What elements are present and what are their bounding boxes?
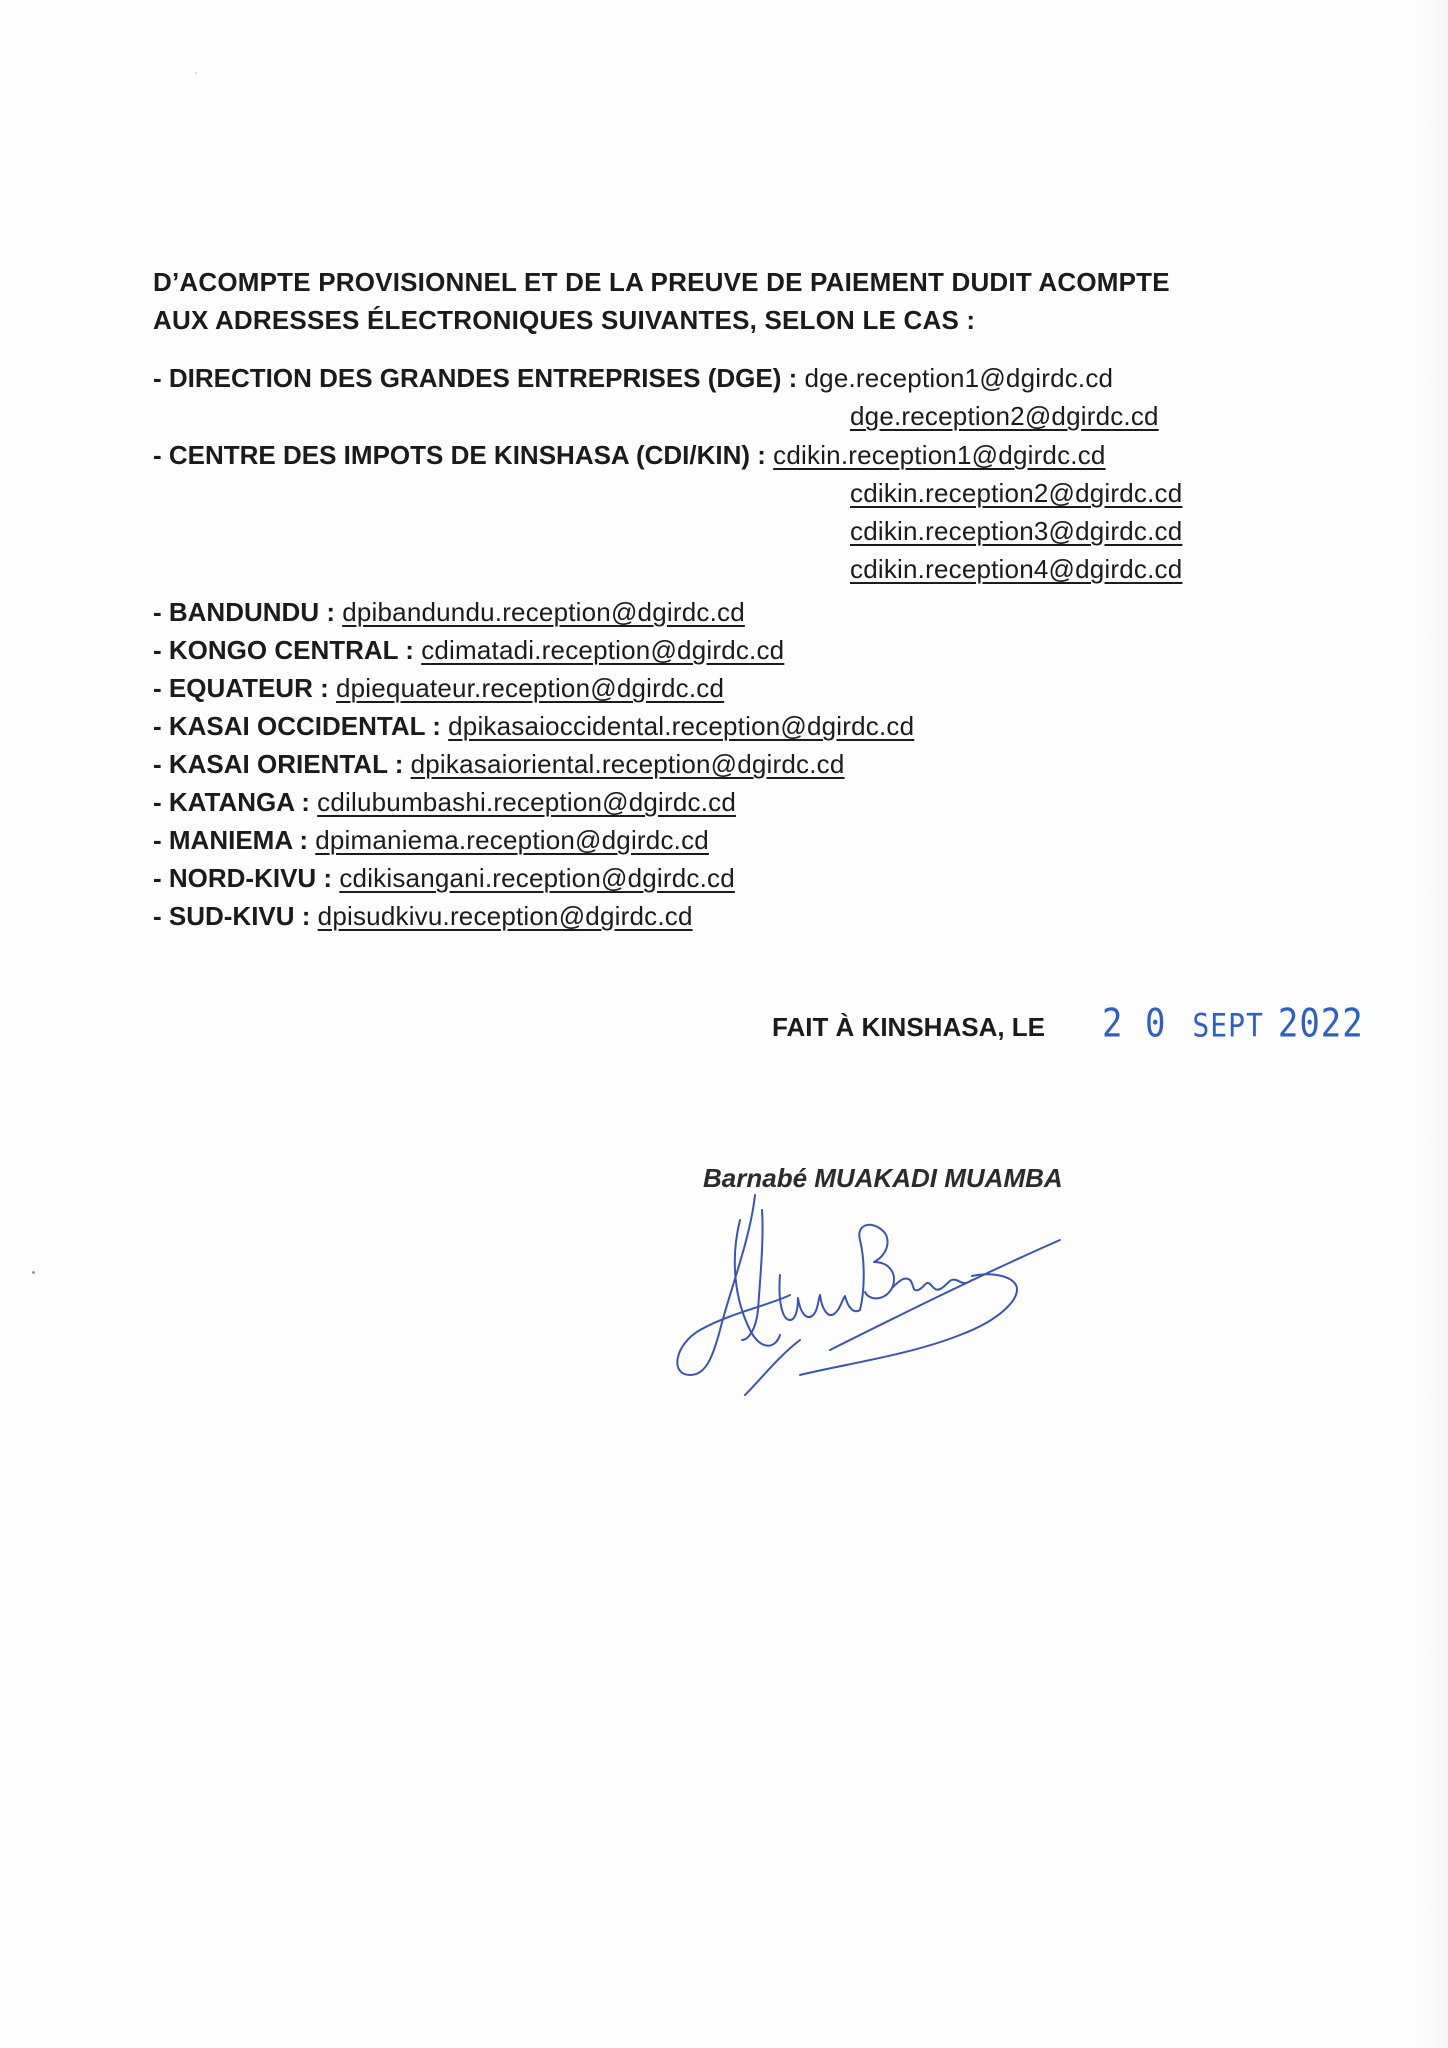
dge-row — [153, 359, 1113, 397]
scan-speck — [32, 1271, 35, 1274]
cdi-kin-email-1[interactable]: cdikin.reception1@dgirdc.cd — [773, 440, 1106, 470]
intro-line-1: D’ACOMPTE PROVISIONNEL ET DE LA PREUVE DE PAIEMENT DUDIT ACOMPTE — [153, 267, 1170, 297]
dge-label: - DIRECTION DES GRANDES ENTREPRISES (DGE) : — [153, 363, 805, 393]
province-label: - SUD-KIVU : — [153, 901, 318, 931]
province-row-kasai-occidental — [153, 707, 914, 745]
place-date-line: FAIT À KINSHASA, LE — [772, 1012, 1046, 1042]
province-label: - KASAI ORIENTAL : — [153, 749, 411, 779]
province-email[interactable]: dpibandundu.reception@dgirdc.cd — [342, 597, 745, 627]
province-row-katanga — [153, 783, 736, 821]
province-email[interactable]: dpiequateur.reception@dgirdc.cd — [335, 673, 725, 703]
province-label: - KONGO CENTRAL : — [153, 635, 422, 665]
province-email[interactable]: dpimaniema.reception@dgirdc.cd — [315, 825, 709, 855]
province-email[interactable]: cdikisangani.reception@dgirdc.cd — [339, 863, 735, 893]
province-email[interactable]: dpikasaioccidental.reception@dgirdc.cd — [448, 711, 915, 741]
province-email[interactable]: cdilubumbashi.reception@dgirdc.cd — [317, 787, 737, 817]
cdi-kin-row-2 — [850, 474, 1182, 512]
province-label: - NORD-KIVU : — [153, 863, 340, 893]
cdi-kin-email-3[interactable]: cdikin.reception3@dgirdc.cd — [850, 516, 1183, 546]
scan-speck — [195, 72, 197, 74]
province-label: - MANIEMA : — [153, 825, 316, 855]
province-row-kongo-central — [153, 631, 784, 669]
cdi-kin-row — [153, 436, 1106, 474]
cdi-kin-email-2[interactable]: cdikin.reception2@dgirdc.cd — [850, 478, 1183, 508]
signer-name: Barnabé MUAKADI MUAMBA — [703, 1163, 1063, 1193]
stamp-day: 2 0 — [1102, 1000, 1167, 1047]
province-row-nord-kivu — [153, 859, 735, 897]
province-row-equateur — [153, 669, 724, 707]
province-row-bandundu — [153, 593, 745, 631]
cdi-kin-row-4 — [850, 550, 1182, 588]
province-email[interactable]: cdimatadi.reception@dgirdc.cd — [421, 635, 785, 665]
handwritten-signature-icon — [660, 1180, 1080, 1410]
intro-line-2: AUX ADRESSES ÉLECTRONIQUES SUIVANTES, SELON LE CAS : — [153, 305, 976, 335]
province-row-maniema — [153, 821, 709, 859]
province-row-sud-kivu — [153, 897, 693, 935]
date-stamp — [1102, 995, 1364, 1055]
province-row-kasai-oriental — [153, 745, 845, 783]
stamp-month: SEPT — [1192, 1006, 1264, 1045]
province-label: - KATANGA : — [153, 787, 318, 817]
scan-edge-shading — [1418, 0, 1448, 2048]
dge-email-2[interactable]: dge.reception2@dgirdc.cd — [850, 401, 1159, 431]
province-label: - BANDUNDU : — [153, 597, 343, 627]
dge-email-1[interactable]: dge.reception1@dgirdc.cd — [804, 363, 1114, 393]
cdi-kin-email-4[interactable]: cdikin.reception4@dgirdc.cd — [850, 554, 1183, 584]
dge-row-2 — [850, 397, 1159, 435]
stamp-year: 2022 — [1277, 1000, 1364, 1047]
province-label: - KASAI OCCIDENTAL : — [153, 711, 449, 741]
intro-paragraph — [153, 263, 1303, 339]
province-email[interactable]: dpisudkivu.reception@dgirdc.cd — [317, 901, 693, 931]
cdi-kin-row-3 — [850, 512, 1182, 550]
province-label: - EQUATEUR : — [153, 673, 336, 703]
province-email[interactable]: dpikasaioriental.reception@dgirdc.cd — [410, 749, 845, 779]
cdi-kin-label: - CENTRE DES IMPOTS DE KINSHASA (CDI/KIN) : — [153, 440, 774, 470]
